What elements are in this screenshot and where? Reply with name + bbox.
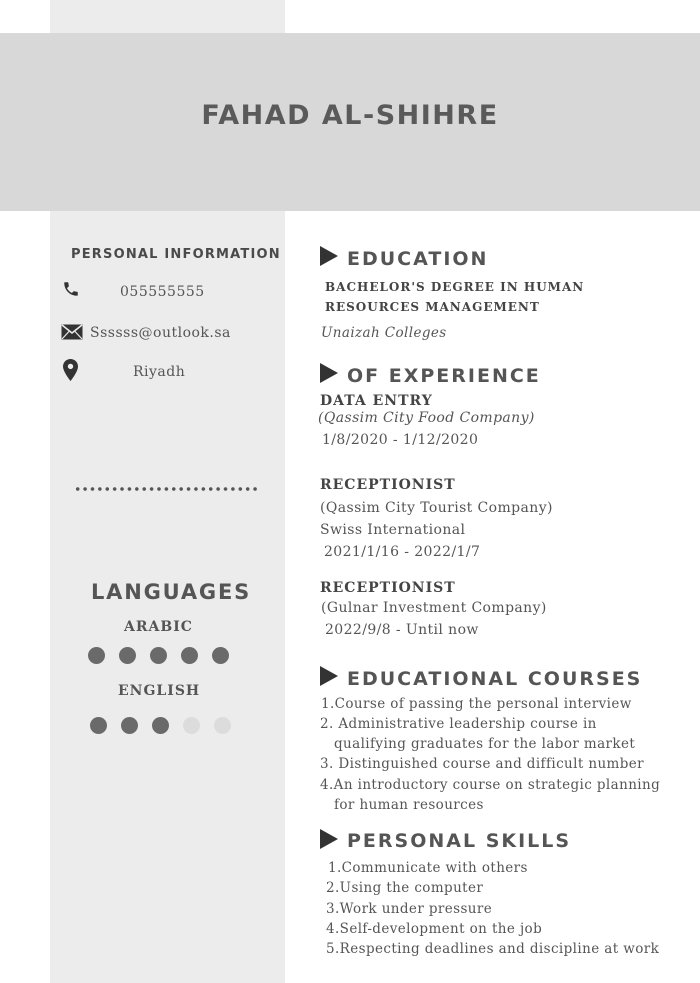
email-address: Ssssss@outlook.sa — [90, 325, 231, 341]
job-dates-3: 2022/9/8 - Until now — [325, 622, 479, 638]
play-triangle-icon — [320, 363, 338, 383]
proficiency-dot — [212, 647, 229, 664]
dotted-divider — [74, 486, 259, 492]
course-line: 1.Course of passing the personal interview — [321, 696, 632, 712]
degree-line-2: RESOURCES MANAGEMENT — [325, 300, 540, 314]
job-title-3: RECEPTIONIST — [320, 580, 456, 596]
proficiency-dot — [181, 647, 198, 664]
proficiency-dot — [150, 647, 167, 664]
skill-item: 3.Work under pressure — [326, 901, 493, 917]
language-arabic: ARABIC — [124, 619, 193, 635]
job-title-2: RECEPTIONIST — [320, 477, 456, 493]
proficiency-dot — [119, 647, 136, 664]
course-line: 2. Administrative leadership course in — [320, 716, 597, 732]
job-dates-2: 2021/1/16 - 2022/1/7 — [324, 544, 481, 560]
job-company-1: (Qassim City Food Company) — [318, 410, 535, 426]
courses-title: EDUCATIONAL COURSES — [347, 668, 643, 690]
proficiency-dot — [88, 647, 105, 664]
skill-item: 4.Self-development on the job — [326, 921, 543, 937]
page-title: FAHAD AL-SHIHRE — [201, 100, 499, 131]
degree-line-1: BACHELOR'S DEGREE IN HUMAN — [325, 280, 585, 294]
languages-title: LANGUAGES — [91, 580, 252, 604]
location-pin-icon — [63, 359, 78, 381]
proficiency-dot — [214, 717, 231, 734]
skills-title: PERSONAL SKILLS — [347, 830, 572, 852]
play-triangle-icon — [320, 829, 338, 849]
phone-icon — [62, 280, 80, 298]
proficiency-dot — [183, 717, 200, 734]
proficiency-dot — [152, 717, 169, 734]
phone-number: 055555555 — [120, 284, 205, 300]
envelope-icon — [61, 324, 83, 340]
job-company-2: (Qassim City Tourist Company) — [320, 500, 553, 516]
job-extra-2: Swiss International — [320, 522, 466, 538]
course-line: qualifying graduates for the labor market — [334, 736, 636, 752]
course-line: 4.An introductory course on strategic planning — [320, 777, 661, 793]
personal-info-title: PERSONAL INFORMATION — [71, 247, 281, 262]
skill-item: 2.Using the computer — [326, 880, 484, 896]
language-english: ENGLISH — [118, 683, 201, 699]
experience-title: OF EXPERIENCE — [347, 365, 541, 387]
job-dates-1: 1/8/2020 - 1/12/2020 — [322, 432, 479, 448]
proficiency-dot — [90, 717, 107, 734]
job-title-1: DATA ENTRY — [320, 393, 433, 409]
job-company-3: (Gulnar Investment Company) — [321, 600, 547, 616]
course-line: for human resources — [334, 797, 484, 813]
location-text: Riyadh — [133, 364, 186, 380]
school-name: Unaizah Colleges — [321, 325, 447, 341]
course-line: 3. Distinguished course and difficult number — [320, 756, 645, 772]
skill-item: 1.Communicate with others — [328, 860, 528, 876]
skill-item: 5.Respecting deadlines and discipline at work — [326, 941, 660, 957]
play-triangle-icon — [320, 666, 338, 686]
proficiency-dot — [121, 717, 138, 734]
education-title: EDUCATION — [347, 248, 489, 270]
play-triangle-icon — [320, 246, 338, 266]
